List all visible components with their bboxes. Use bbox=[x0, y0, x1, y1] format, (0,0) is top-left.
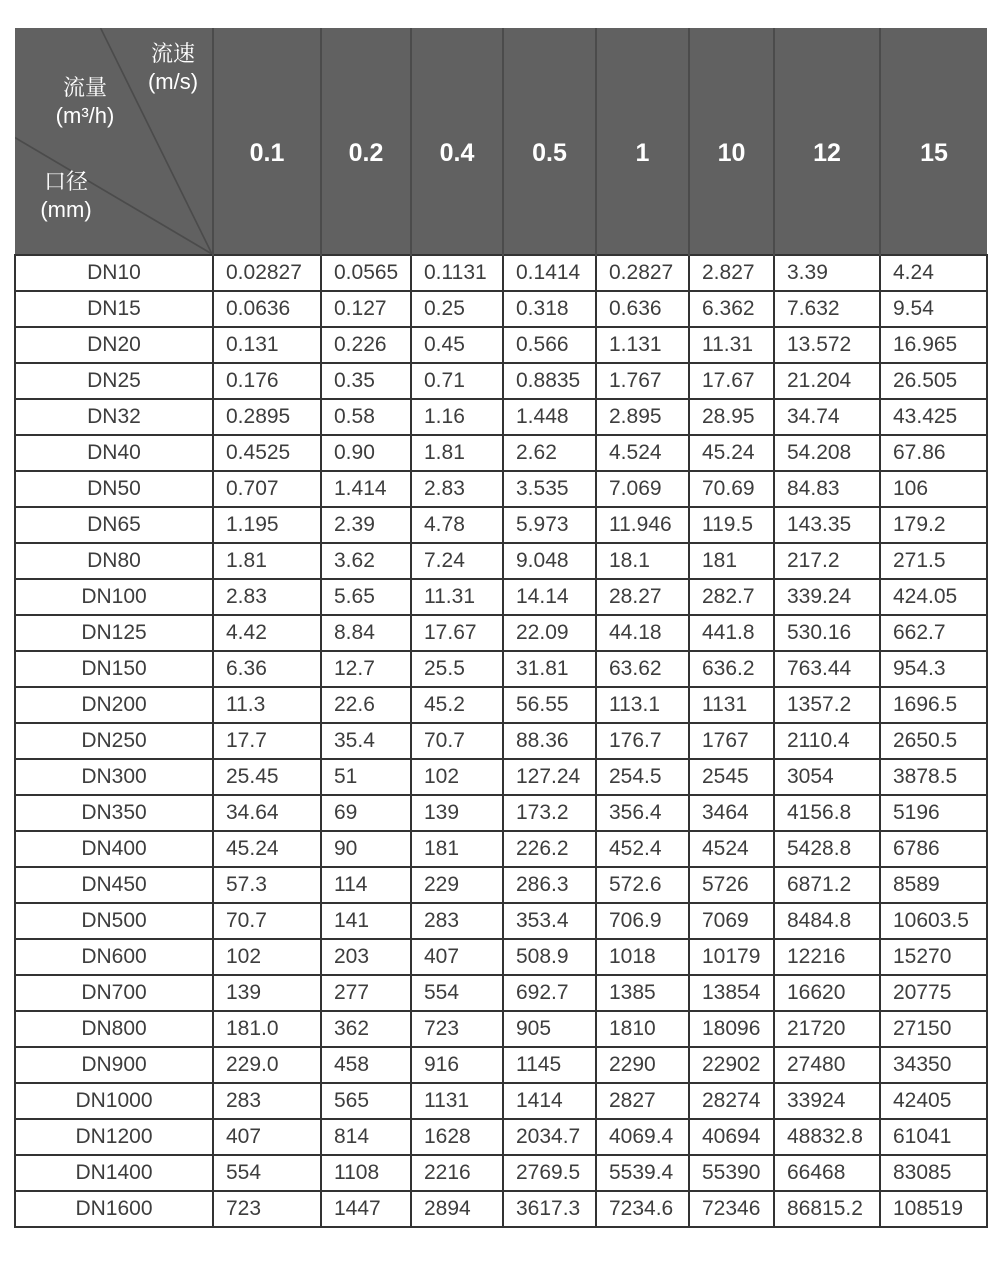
flow-value-cell: 7.069 bbox=[596, 471, 689, 507]
flow-value-cell: 34.64 bbox=[213, 795, 321, 831]
flow-value-cell: 45.24 bbox=[689, 435, 774, 471]
flow-value-cell: 5.973 bbox=[503, 507, 596, 543]
flow-value-cell: 441.8 bbox=[689, 615, 774, 651]
table-header bbox=[15, 28, 987, 255]
flow-value-cell: 283 bbox=[213, 1083, 321, 1119]
velocity-label-text: 流速 bbox=[150, 41, 195, 66]
flow-value-cell: 63.62 bbox=[596, 651, 689, 687]
flow-value-cell: 0.2827 bbox=[596, 255, 689, 291]
flow-value-cell: 181 bbox=[689, 543, 774, 579]
flow-value-cell: 0.176 bbox=[213, 363, 321, 399]
flow-value-cell: 0.1131 bbox=[411, 255, 503, 291]
flow-value-cell: 12.7 bbox=[321, 651, 411, 687]
flow-value-cell: 28.95 bbox=[689, 399, 774, 435]
flow-value-cell: 554 bbox=[411, 975, 503, 1011]
flow-value-cell: 143.35 bbox=[774, 507, 880, 543]
table-row bbox=[15, 579, 987, 615]
diameter-cell: DN500 bbox=[15, 903, 213, 939]
flow-value-cell: 0.71 bbox=[411, 363, 503, 399]
flow-value-cell: 0.2895 bbox=[213, 399, 321, 435]
header-row bbox=[15, 28, 987, 255]
flow-value-cell: 1767 bbox=[689, 723, 774, 759]
flow-value-cell: 3617.3 bbox=[503, 1191, 596, 1227]
flow-value-cell: 0.90 bbox=[321, 435, 411, 471]
flow-value-cell: 1108 bbox=[321, 1155, 411, 1191]
table-row bbox=[15, 291, 987, 327]
velocity-header-cell: 0.5 bbox=[503, 28, 596, 255]
table-row bbox=[15, 687, 987, 723]
table-row bbox=[15, 507, 987, 543]
corner-header-cell bbox=[15, 28, 213, 255]
flow-value-cell: 17.67 bbox=[689, 363, 774, 399]
flow-value-cell: 356.4 bbox=[596, 795, 689, 831]
flow-value-cell: 25.45 bbox=[213, 759, 321, 795]
flow-value-cell: 565 bbox=[321, 1083, 411, 1119]
flow-value-cell: 102 bbox=[411, 759, 503, 795]
table-row bbox=[15, 1191, 987, 1227]
table-body bbox=[15, 255, 987, 1227]
flow-value-cell: 0.566 bbox=[503, 327, 596, 363]
flow-value-cell: 70.7 bbox=[411, 723, 503, 759]
flow-value-cell: 40694 bbox=[689, 1119, 774, 1155]
flow-value-cell: 21720 bbox=[774, 1011, 880, 1047]
diameter-cell: DN250 bbox=[15, 723, 213, 759]
velocity-unit-text: (m/s) bbox=[147, 69, 199, 95]
diameter-cell: DN100 bbox=[15, 579, 213, 615]
flow-value-cell: 763.44 bbox=[774, 651, 880, 687]
flow-value-cell: 13.572 bbox=[774, 327, 880, 363]
flow-value-cell: 572.6 bbox=[596, 867, 689, 903]
table-row bbox=[15, 471, 987, 507]
diameter-cell: DN450 bbox=[15, 867, 213, 903]
flow-value-cell: 905 bbox=[503, 1011, 596, 1047]
diameter-cell: DN10 bbox=[15, 255, 213, 291]
flow-value-cell: 173.2 bbox=[503, 795, 596, 831]
flow-value-cell: 1414 bbox=[503, 1083, 596, 1119]
flow-value-cell: 45.2 bbox=[411, 687, 503, 723]
flow-value-cell: 0.707 bbox=[213, 471, 321, 507]
flow-value-cell: 113.1 bbox=[596, 687, 689, 723]
flow-value-cell: 61041 bbox=[880, 1119, 987, 1155]
flow-value-cell: 6871.2 bbox=[774, 867, 880, 903]
flow-value-cell: 5.65 bbox=[321, 579, 411, 615]
diameter-cell: DN50 bbox=[15, 471, 213, 507]
table-row bbox=[15, 327, 987, 363]
flow-value-cell: 4.524 bbox=[596, 435, 689, 471]
diameter-cell: DN350 bbox=[15, 795, 213, 831]
flow-value-cell: 508.9 bbox=[503, 939, 596, 975]
flow-value-cell: 67.86 bbox=[880, 435, 987, 471]
flow-value-cell: 723 bbox=[213, 1191, 321, 1227]
flow-value-cell: 353.4 bbox=[503, 903, 596, 939]
velocity-header-cell: 0.2 bbox=[321, 28, 411, 255]
flow-value-cell: 706.9 bbox=[596, 903, 689, 939]
flow-value-cell: 44.18 bbox=[596, 615, 689, 651]
diameter-cell: DN80 bbox=[15, 543, 213, 579]
flow-value-cell: 0.226 bbox=[321, 327, 411, 363]
flow-value-cell: 88.36 bbox=[503, 723, 596, 759]
corner-velocity-label bbox=[131, 40, 215, 96]
flow-value-cell: 2650.5 bbox=[880, 723, 987, 759]
diameter-cell: DN15 bbox=[15, 291, 213, 327]
flow-value-cell: 2110.4 bbox=[774, 723, 880, 759]
flow-value-cell: 0.35 bbox=[321, 363, 411, 399]
flow-value-cell: 17.67 bbox=[411, 615, 503, 651]
flow-value-cell: 4156.8 bbox=[774, 795, 880, 831]
flow-value-cell: 102 bbox=[213, 939, 321, 975]
velocity-header-cell: 10 bbox=[689, 28, 774, 255]
flow-value-cell: 5428.8 bbox=[774, 831, 880, 867]
flow-value-cell: 2034.7 bbox=[503, 1119, 596, 1155]
flow-value-cell: 7234.6 bbox=[596, 1191, 689, 1227]
flow-value-cell: 48832.8 bbox=[774, 1119, 880, 1155]
flow-value-cell: 119.5 bbox=[689, 507, 774, 543]
flow-rate-table bbox=[14, 28, 988, 1228]
diameter-cell: DN65 bbox=[15, 507, 213, 543]
velocity-header-cell: 0.4 bbox=[411, 28, 503, 255]
flow-value-cell: 2216 bbox=[411, 1155, 503, 1191]
flow-value-cell: 34350 bbox=[880, 1047, 987, 1083]
velocity-header-cell: 0.1 bbox=[213, 28, 321, 255]
flow-value-cell: 7.632 bbox=[774, 291, 880, 327]
diameter-cell: DN700 bbox=[15, 975, 213, 1011]
diameter-cell: DN900 bbox=[15, 1047, 213, 1083]
diameter-cell: DN400 bbox=[15, 831, 213, 867]
table-row bbox=[15, 1119, 987, 1155]
flow-value-cell: 1357.2 bbox=[774, 687, 880, 723]
flow-value-cell: 0.45 bbox=[411, 327, 503, 363]
flow-unit-text: (m³/h) bbox=[55, 103, 115, 129]
flow-value-cell: 70.69 bbox=[689, 471, 774, 507]
flow-value-cell: 1628 bbox=[411, 1119, 503, 1155]
flow-value-cell: 2.62 bbox=[503, 435, 596, 471]
flow-value-cell: 0.636 bbox=[596, 291, 689, 327]
flow-value-cell: 139 bbox=[213, 975, 321, 1011]
flow-value-cell: 22902 bbox=[689, 1047, 774, 1083]
flow-value-cell: 22.6 bbox=[321, 687, 411, 723]
flow-value-cell: 16.965 bbox=[880, 327, 987, 363]
flow-value-cell: 1810 bbox=[596, 1011, 689, 1047]
flow-value-cell: 28274 bbox=[689, 1083, 774, 1119]
table-row bbox=[15, 903, 987, 939]
table-row bbox=[15, 399, 987, 435]
flow-value-cell: 286.3 bbox=[503, 867, 596, 903]
diameter-cell: DN150 bbox=[15, 651, 213, 687]
flow-value-cell: 72346 bbox=[689, 1191, 774, 1227]
flow-value-cell: 254.5 bbox=[596, 759, 689, 795]
flow-value-cell: 4.24 bbox=[880, 255, 987, 291]
table-row bbox=[15, 1047, 987, 1083]
flow-value-cell: 90 bbox=[321, 831, 411, 867]
table-row bbox=[15, 1011, 987, 1047]
flow-value-cell: 1.448 bbox=[503, 399, 596, 435]
flow-value-cell: 26.505 bbox=[880, 363, 987, 399]
flow-value-cell: 5539.4 bbox=[596, 1155, 689, 1191]
flow-value-cell: 51 bbox=[321, 759, 411, 795]
diameter-cell: DN25 bbox=[15, 363, 213, 399]
flow-value-cell: 2894 bbox=[411, 1191, 503, 1227]
table-row bbox=[15, 651, 987, 687]
flow-value-cell: 9.54 bbox=[880, 291, 987, 327]
flow-value-cell: 1131 bbox=[689, 687, 774, 723]
flow-value-cell: 35.4 bbox=[321, 723, 411, 759]
flow-value-cell: 407 bbox=[213, 1119, 321, 1155]
flow-value-cell: 55390 bbox=[689, 1155, 774, 1191]
flow-value-cell: 203 bbox=[321, 939, 411, 975]
flow-value-cell: 12216 bbox=[774, 939, 880, 975]
flow-value-cell: 362 bbox=[321, 1011, 411, 1047]
table-row bbox=[15, 615, 987, 651]
flow-value-cell: 407 bbox=[411, 939, 503, 975]
diameter-cell: DN1400 bbox=[15, 1155, 213, 1191]
diameter-cell: DN1000 bbox=[15, 1083, 213, 1119]
flow-value-cell: 4524 bbox=[689, 831, 774, 867]
flow-value-cell: 7.24 bbox=[411, 543, 503, 579]
table-row bbox=[15, 975, 987, 1011]
diameter-cell: DN200 bbox=[15, 687, 213, 723]
flow-value-cell: 452.4 bbox=[596, 831, 689, 867]
flow-value-cell: 4.78 bbox=[411, 507, 503, 543]
flow-value-cell: 0.131 bbox=[213, 327, 321, 363]
flow-value-cell: 3054 bbox=[774, 759, 880, 795]
flow-value-cell: 108519 bbox=[880, 1191, 987, 1227]
flow-value-cell: 814 bbox=[321, 1119, 411, 1155]
table-row bbox=[15, 759, 987, 795]
flow-value-cell: 0.318 bbox=[503, 291, 596, 327]
flow-value-cell: 8589 bbox=[880, 867, 987, 903]
flow-value-cell: 42405 bbox=[880, 1083, 987, 1119]
flow-value-cell: 2.83 bbox=[213, 579, 321, 615]
flow-value-cell: 2545 bbox=[689, 759, 774, 795]
flow-value-cell: 1131 bbox=[411, 1083, 503, 1119]
flow-value-cell: 54.208 bbox=[774, 435, 880, 471]
flow-value-cell: 0.1414 bbox=[503, 255, 596, 291]
flow-value-cell: 10603.5 bbox=[880, 903, 987, 939]
flow-value-cell: 954.3 bbox=[880, 651, 987, 687]
flow-value-cell: 3.39 bbox=[774, 255, 880, 291]
flow-value-cell: 20775 bbox=[880, 975, 987, 1011]
flow-value-cell: 916 bbox=[411, 1047, 503, 1083]
flow-value-cell: 66468 bbox=[774, 1155, 880, 1191]
flow-value-cell: 86815.2 bbox=[774, 1191, 880, 1227]
flow-value-cell: 2.827 bbox=[689, 255, 774, 291]
flow-value-cell: 141 bbox=[321, 903, 411, 939]
flow-value-cell: 1.767 bbox=[596, 363, 689, 399]
flow-value-cell: 6.36 bbox=[213, 651, 321, 687]
flow-value-cell: 2.895 bbox=[596, 399, 689, 435]
diameter-cell: DN40 bbox=[15, 435, 213, 471]
flow-value-cell: 5196 bbox=[880, 795, 987, 831]
flow-value-cell: 176.7 bbox=[596, 723, 689, 759]
flow-value-cell: 34.74 bbox=[774, 399, 880, 435]
flow-value-cell: 10179 bbox=[689, 939, 774, 975]
table-row bbox=[15, 795, 987, 831]
diameter-cell: DN32 bbox=[15, 399, 213, 435]
table-row bbox=[15, 867, 987, 903]
flow-value-cell: 0.0636 bbox=[213, 291, 321, 327]
flow-value-cell: 27480 bbox=[774, 1047, 880, 1083]
flow-value-cell: 16620 bbox=[774, 975, 880, 1011]
flow-value-cell: 2.83 bbox=[411, 471, 503, 507]
flow-value-cell: 6.362 bbox=[689, 291, 774, 327]
flow-value-cell: 3.535 bbox=[503, 471, 596, 507]
corner-diameter-label bbox=[23, 168, 109, 224]
diameter-unit-text: (mm) bbox=[40, 197, 92, 223]
flow-value-cell: 22.09 bbox=[503, 615, 596, 651]
table-row bbox=[15, 1155, 987, 1191]
flow-value-cell: 45.24 bbox=[213, 831, 321, 867]
flow-value-cell: 4069.4 bbox=[596, 1119, 689, 1155]
flow-value-cell: 27150 bbox=[880, 1011, 987, 1047]
flow-value-cell: 226.2 bbox=[503, 831, 596, 867]
flow-value-cell: 1696.5 bbox=[880, 687, 987, 723]
flow-value-cell: 15270 bbox=[880, 939, 987, 975]
corner-flow-label bbox=[39, 74, 131, 130]
flow-value-cell: 43.425 bbox=[880, 399, 987, 435]
flow-value-cell: 0.4525 bbox=[213, 435, 321, 471]
flow-value-cell: 636.2 bbox=[689, 651, 774, 687]
table-row bbox=[15, 543, 987, 579]
flow-value-cell: 7069 bbox=[689, 903, 774, 939]
flow-value-cell: 1.195 bbox=[213, 507, 321, 543]
flow-value-cell: 692.7 bbox=[503, 975, 596, 1011]
flow-value-cell: 57.3 bbox=[213, 867, 321, 903]
flow-value-cell: 1.81 bbox=[411, 435, 503, 471]
diameter-cell: DN300 bbox=[15, 759, 213, 795]
flow-value-cell: 28.27 bbox=[596, 579, 689, 615]
flow-value-cell: 3464 bbox=[689, 795, 774, 831]
diameter-label-text: 口径 bbox=[43, 169, 88, 194]
flow-value-cell: 2.39 bbox=[321, 507, 411, 543]
flow-value-cell: 2769.5 bbox=[503, 1155, 596, 1191]
flow-value-cell: 283 bbox=[411, 903, 503, 939]
flow-value-cell: 662.7 bbox=[880, 615, 987, 651]
flow-value-cell: 4.42 bbox=[213, 615, 321, 651]
flow-value-cell: 179.2 bbox=[880, 507, 987, 543]
flow-value-cell: 1.81 bbox=[213, 543, 321, 579]
table-row bbox=[15, 1083, 987, 1119]
flow-value-cell: 14.14 bbox=[503, 579, 596, 615]
diameter-cell: DN800 bbox=[15, 1011, 213, 1047]
flow-value-cell: 18.1 bbox=[596, 543, 689, 579]
velocity-header-cell: 15 bbox=[880, 28, 987, 255]
flow-value-cell: 1145 bbox=[503, 1047, 596, 1083]
flow-value-cell: 139 bbox=[411, 795, 503, 831]
flow-value-cell: 84.83 bbox=[774, 471, 880, 507]
flow-value-cell: 181 bbox=[411, 831, 503, 867]
table-row bbox=[15, 435, 987, 471]
diameter-cell: DN20 bbox=[15, 327, 213, 363]
flow-value-cell: 1447 bbox=[321, 1191, 411, 1227]
table-row bbox=[15, 831, 987, 867]
flow-value-cell: 8484.8 bbox=[774, 903, 880, 939]
velocity-header-cell: 12 bbox=[774, 28, 880, 255]
flow-value-cell: 3878.5 bbox=[880, 759, 987, 795]
flow-value-cell: 70.7 bbox=[213, 903, 321, 939]
flow-label-text: 流量 bbox=[62, 75, 107, 100]
flow-value-cell: 0.127 bbox=[321, 291, 411, 327]
flow-value-cell: 181.0 bbox=[213, 1011, 321, 1047]
flow-value-cell: 217.2 bbox=[774, 543, 880, 579]
velocity-header-cell: 1 bbox=[596, 28, 689, 255]
flow-value-cell: 11.31 bbox=[689, 327, 774, 363]
flow-value-cell: 339.24 bbox=[774, 579, 880, 615]
table-row bbox=[15, 255, 987, 291]
diameter-cell: DN125 bbox=[15, 615, 213, 651]
flow-value-cell: 1.16 bbox=[411, 399, 503, 435]
flow-value-cell: 11.3 bbox=[213, 687, 321, 723]
flow-value-cell: 5726 bbox=[689, 867, 774, 903]
flow-value-cell: 2827 bbox=[596, 1083, 689, 1119]
flow-value-cell: 11.946 bbox=[596, 507, 689, 543]
flow-value-cell: 114 bbox=[321, 867, 411, 903]
flow-value-cell: 1.414 bbox=[321, 471, 411, 507]
flow-value-cell: 18096 bbox=[689, 1011, 774, 1047]
flow-value-cell: 13854 bbox=[689, 975, 774, 1011]
flow-value-cell: 0.58 bbox=[321, 399, 411, 435]
flow-value-cell: 69 bbox=[321, 795, 411, 831]
flow-value-cell: 9.048 bbox=[503, 543, 596, 579]
flow-value-cell: 83085 bbox=[880, 1155, 987, 1191]
flow-value-cell: 1018 bbox=[596, 939, 689, 975]
flow-value-cell: 530.16 bbox=[774, 615, 880, 651]
flow-value-cell: 0.02827 bbox=[213, 255, 321, 291]
table-row bbox=[15, 363, 987, 399]
flow-value-cell: 277 bbox=[321, 975, 411, 1011]
flow-value-cell: 271.5 bbox=[880, 543, 987, 579]
flow-value-cell: 8.84 bbox=[321, 615, 411, 651]
flow-value-cell: 11.31 bbox=[411, 579, 503, 615]
flow-value-cell: 127.24 bbox=[503, 759, 596, 795]
flow-value-cell: 17.7 bbox=[213, 723, 321, 759]
flow-value-cell: 282.7 bbox=[689, 579, 774, 615]
flow-value-cell: 0.0565 bbox=[321, 255, 411, 291]
flow-value-cell: 106 bbox=[880, 471, 987, 507]
flow-value-cell: 229.0 bbox=[213, 1047, 321, 1083]
flow-value-cell: 1385 bbox=[596, 975, 689, 1011]
flow-value-cell: 3.62 bbox=[321, 543, 411, 579]
table-row bbox=[15, 939, 987, 975]
flow-value-cell: 21.204 bbox=[774, 363, 880, 399]
flow-value-cell: 31.81 bbox=[503, 651, 596, 687]
diameter-cell: DN1600 bbox=[15, 1191, 213, 1227]
flow-value-cell: 424.05 bbox=[880, 579, 987, 615]
flow-value-cell: 723 bbox=[411, 1011, 503, 1047]
diameter-cell: DN600 bbox=[15, 939, 213, 975]
flow-value-cell: 33924 bbox=[774, 1083, 880, 1119]
table-row bbox=[15, 723, 987, 759]
flow-value-cell: 6786 bbox=[880, 831, 987, 867]
flow-value-cell: 2290 bbox=[596, 1047, 689, 1083]
flow-value-cell: 554 bbox=[213, 1155, 321, 1191]
flow-value-cell: 458 bbox=[321, 1047, 411, 1083]
flow-value-cell: 0.25 bbox=[411, 291, 503, 327]
flow-value-cell: 0.8835 bbox=[503, 363, 596, 399]
flow-value-cell: 56.55 bbox=[503, 687, 596, 723]
flow-value-cell: 1.131 bbox=[596, 327, 689, 363]
diameter-cell: DN1200 bbox=[15, 1119, 213, 1155]
flow-value-cell: 229 bbox=[411, 867, 503, 903]
flow-value-cell: 25.5 bbox=[411, 651, 503, 687]
